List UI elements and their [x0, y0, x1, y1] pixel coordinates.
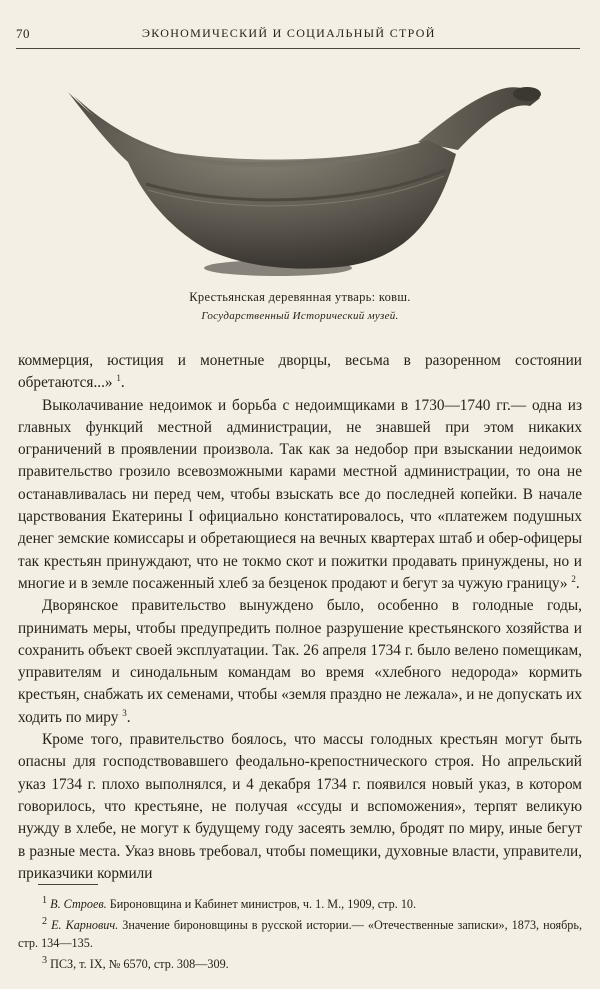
footnote-ref: 1: [116, 373, 121, 384]
footnote-number: 1: [42, 895, 48, 906]
paragraph: Выколачивание недоимок и борьба с недоимщиками в 1730—1740 гг.— одна из главных функций местной администрации, не знавшей при этом никаких ограничений в проявлении произвола. Так как за недобор при взыскании недоимок правительство грозило всевозможными карами местной администрации, то она не останавливалась ни перед чем, чтобы взыскать все до последней копейки. В начале царствования Екатерины I официально констатировалось, что «платежем подушных денег земские комиссары и обретающиеся на вечных квартерах штаб и обер-офицеры так крестьян принуждают, что не токмо скот и пожитки продавать принуждены, но и многие и в земле посаженный хлеб за безценок продают и бегут за чужую границу» $^2$.: [18, 396, 582, 592]
paragraph: Дворянское правительство вынуждено было, особенно в голодные годы, принимать меры, чтобы предупредить полное разрушение крестьянского хозяйства и сохранить объект своей эксплуатации. Так. 26 апреля 1734 г. было велено помещикам, управителям и синодальным командам во время «хлебного недорода» кормить крестьян, снабжать их семенами, чтобы «земля праздно не лежала», и не допускать их ходить по миру $^3$.: [18, 597, 582, 726]
footnote-text: Значение бироновщины в русской истории.— «Отечественные записки», 1873, ноябрь, стр. 134—135.: [18, 918, 582, 951]
paragraph: [18, 729, 582, 885]
page-number: 70: [16, 26, 30, 41]
running-title: ЭКОНОМИЧЕСКИЙ И СОЦИАЛЬНЫЙ СТРОЙ: [142, 26, 436, 40]
figure-caption: Крестьянская деревянная утварь: ковш.: [189, 290, 411, 304]
header-rule: [16, 48, 580, 49]
figure-credit: Государственный Исторический музей.: [201, 310, 399, 322]
footnote-ref: 3: [122, 707, 127, 718]
footnote: [18, 892, 582, 913]
footnotes: [18, 892, 582, 973]
footnote-number: 3: [42, 955, 48, 967]
paragraph-text: Дворянское правительство вынуждено было, особенно в голодные годы, принимать меры, чтобы предупредить полное разрушение крестьянского хозяйства и сохранить объект своей эксплуатации. Так. 26 апреля 1734 г. было велено помещикам, управителям и синодальным командам во время «хлебного недорода» кормить крестьян, снабжать их семенами, чтобы «земля праздно не лежала», и не допускать их ходить по миру: [18, 597, 582, 726]
footnote-author: Е. Карнович.: [51, 918, 119, 933]
wooden-ladle-photo: [28, 58, 576, 320]
footnote-author: В. Строев.: [50, 897, 107, 912]
paragraph-text: коммерция, юстиция и монетные дворцы, весьма в разоренном состоянии обретаются...»: [18, 352, 582, 392]
footnote-number: 2: [42, 916, 48, 928]
footnote: [18, 952, 582, 973]
ladle-figure: [28, 58, 576, 320]
footnote-rule: [38, 884, 98, 885]
paragraph-text: Кроме того, правительство боялось, что массы голодных крестьян могут быть опасны для господствовавшего феодально-крепостнического строя. Но апрельский указ 1734 г. плохо выполнялся, и 4 декабря 1734 г. появился новый указ, в котором говорилось, что крестьяне, не получая «ссуды и вспоможения», терпят великую нужду в хлебе, не могут к будущему году засеять землю, бродят по миру, иные бегут в разные места. Указ вновь требовал, чтобы помещики, духовные власти, управители, приказчики кормили: [18, 731, 582, 882]
paragraph: коммерция, юстиция и монетные дворцы, весьма в разоренном состоянии обретаются...» $^1$.: [18, 352, 582, 392]
footnote: [18, 913, 582, 952]
footnote-text: Бироновщина и Кабинет министров, ч. 1. М., 1909, стр. 10.: [109, 897, 417, 912]
footnote-text: ПСЗ, т. IX, № 6570, стр. 308—309.: [50, 957, 229, 972]
paragraph-text: Выколачивание недоимок и борьба с недоимщиками в 1730—1740 гг.— одна из главных функций местной администрации, не знавшей при этом никаких ограничений в проявлении произвола. Так как за недобор при взыскании недоимок правительство грозило всевозможными карами местной администрации, то она не останавливалась ни перед чем, чтобы взыскать все до последней копейки. В начале царствования Екатерины I официально констатировалось, что «платежем подушных денег земские комиссары и обретающиеся на вечных квартерах штаб и обер-офицеры так крестьян принуждают, что не токмо скот и пожитки продавать принуждены, но и многие и в земле посаженный хлеб за безценок продают и бегут за чужую границу»: [18, 396, 582, 592]
body-text: [18, 350, 582, 885]
footnote-ref: 2: [571, 573, 576, 584]
running-header: [16, 26, 580, 48]
